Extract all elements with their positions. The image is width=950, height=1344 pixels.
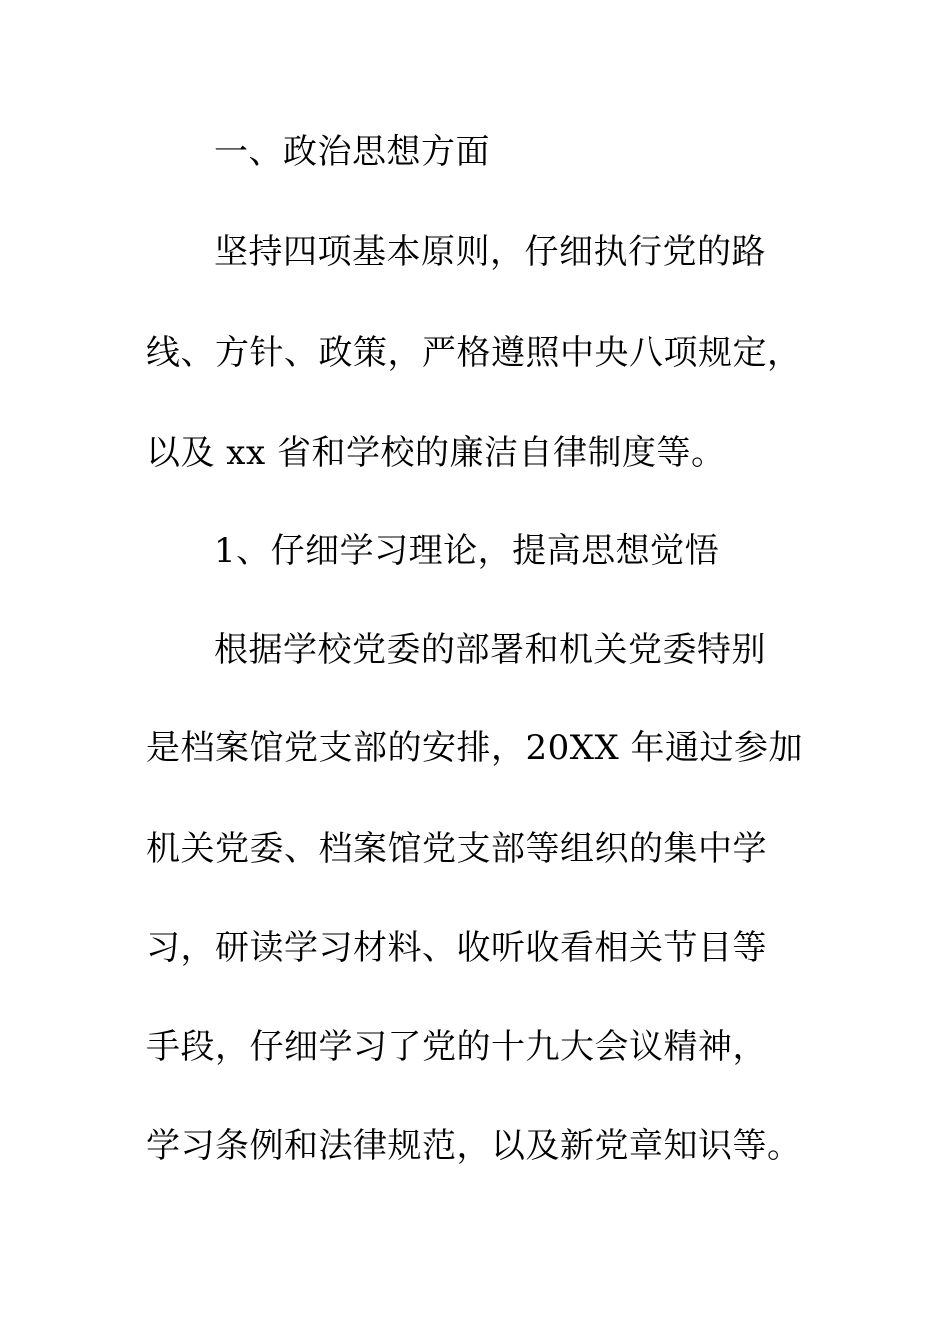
subsection-heading: 1、仔细学习理论，提高思想觉悟	[214, 531, 720, 571]
paragraph-line: 坚持四项基本原则，仔细执行党的路	[214, 232, 766, 272]
paragraph-line: 是档案馆党支部的安排，20XX 年通过参加	[146, 728, 803, 768]
paragraph-line: 手段，仔细学习了党的十九大会议精神，	[146, 1027, 767, 1067]
paragraph-line: 学习条例和法律规范，以及新党章知识等。	[146, 1126, 802, 1166]
paragraph-line: 机关党委、档案馆党支部等组织的集中学	[146, 829, 767, 869]
paragraph-line: 根据学校党委的部署和机关党委特别	[214, 630, 766, 670]
paragraph-line: 以及 xx 省和学校的廉洁自律制度等。	[146, 433, 726, 473]
section-heading: 一、政治思想方面	[214, 132, 490, 172]
paragraph-line: 线、方针、政策，严格遵照中央八项规定，	[146, 333, 802, 373]
paragraph-line: 习，研读学习材料、收听收看相关节目等	[146, 928, 767, 968]
